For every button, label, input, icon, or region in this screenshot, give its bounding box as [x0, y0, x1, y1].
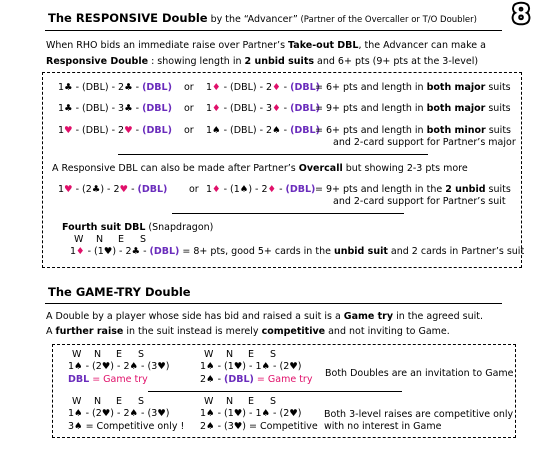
oc-b2: - (1♠) - 2	[220, 184, 268, 195]
row1-b3: -	[280, 82, 291, 93]
ex2-dbl: (DBL)	[224, 374, 254, 385]
row3-desc-c: suits	[485, 125, 511, 136]
section2-underline	[45, 303, 502, 304]
fourth-sequence	[70, 246, 524, 257]
row3-desc	[315, 125, 511, 136]
seat-n: N	[94, 349, 102, 360]
row1-or: or	[184, 82, 194, 93]
gt2-c: in the suit instead is merely	[123, 326, 262, 337]
seat-w: W	[74, 234, 84, 245]
diamond-icon: ♦	[267, 184, 277, 195]
fs-a: 1	[70, 246, 77, 257]
gt2-d: competitive	[261, 326, 326, 337]
intro2-b: : showing length in	[148, 56, 245, 67]
diamond-icon: ♦	[212, 184, 221, 195]
heart-icon: ♥	[64, 125, 73, 136]
seat-n: N	[94, 396, 102, 407]
diamond-icon: ♦	[212, 103, 221, 114]
intro1-c: , the Advancer can make a	[358, 40, 486, 51]
game-try-line-2	[46, 326, 450, 337]
raises-note-2: with no interest in Game	[324, 421, 442, 432]
seat-w: W	[72, 349, 82, 360]
row3-seq-b	[206, 125, 320, 136]
fs-desc-a: = 8+ pts, good 5+ cards in the	[179, 246, 334, 257]
fourth-note: (Snapdragon)	[145, 222, 214, 233]
row1-b1: 1	[206, 82, 213, 93]
row2-b3: -	[280, 103, 291, 114]
seat-w: W	[204, 349, 214, 360]
row2-dbl-b: (DBL)	[290, 103, 320, 114]
ex2-game-try: = Game try	[253, 374, 313, 385]
example-row-1	[58, 82, 172, 93]
gt2-e: and not inviting to Game.	[325, 326, 450, 337]
row3-a1c: -	[132, 125, 143, 136]
row3-b1: 1♠ - (DBL) - 2♠ -	[206, 125, 291, 136]
oc-dbl-a: (DBL)	[137, 184, 168, 195]
divider-2	[172, 213, 404, 214]
heart-icon: ♥	[124, 125, 133, 136]
divider-1	[118, 154, 428, 155]
row1-seq-b	[206, 82, 320, 93]
gt1-c: in the agreed suit.	[393, 311, 484, 322]
seat-s: S	[138, 349, 145, 360]
diamond-icon: ♦	[76, 246, 85, 257]
diamond-icon: ♦	[272, 103, 281, 114]
heart-icon: ♥	[64, 184, 73, 195]
heart-icon: ♥	[119, 184, 129, 195]
example-row-3	[58, 125, 172, 136]
row2-or: or	[184, 103, 194, 114]
ex1-game-try: = Game try	[89, 374, 148, 385]
responsive-double-title: The RESPONSIVE Double	[48, 11, 208, 25]
fs-dbl: (DBL)	[149, 246, 180, 257]
oc-dbl-b: (DBL)	[285, 184, 316, 195]
example-row-2	[58, 103, 172, 114]
seat-w: W	[72, 396, 82, 407]
row3-or: or	[184, 125, 194, 136]
seat-e: E	[116, 349, 123, 360]
oc-b3: -	[276, 184, 286, 195]
oc-desc-c: suits	[485, 184, 511, 195]
row1-desc	[315, 82, 511, 93]
oc-a2: - (2♣) - 2	[72, 184, 120, 195]
gt1-b: Game try	[343, 311, 394, 322]
divider-3	[148, 391, 402, 392]
oc-b: 1	[206, 184, 213, 195]
intro-line-2	[46, 56, 478, 67]
seat-s: S	[270, 349, 277, 360]
row3-desc-2: and 2-card support for Partner’s major	[333, 137, 516, 148]
seat-e: E	[248, 396, 255, 407]
seat-e: E	[118, 234, 125, 245]
seat-s: S	[140, 234, 147, 245]
diamond-icon: ♦	[272, 82, 281, 93]
seat-e: E	[248, 349, 255, 360]
row3-a1: 1	[58, 125, 65, 136]
row1-seq-a: 1♣ - (DBL) - 2♣ -	[58, 82, 143, 93]
intro2-unbid: 2 unbid suits	[244, 56, 315, 67]
ex3-result: 3♠ = Competitive only !	[68, 421, 185, 432]
fourth-title: Fourth suit DBL	[62, 222, 146, 233]
intro1-a: When RHO bids an immediate raise over Partner’s	[46, 40, 289, 51]
row1-b2: - (DBL) - 2	[220, 82, 273, 93]
game-try-title: The GAME-TRY Double	[48, 285, 191, 299]
row2-dbl-a: (DBL)	[142, 103, 172, 114]
fs-b: - (1♥) - 2♣ -	[84, 246, 150, 257]
section1-title	[48, 11, 477, 25]
intro-line-1	[46, 40, 486, 51]
ex2-a: 2♠ -	[200, 374, 225, 385]
subtitle-pre: by the	[210, 14, 244, 25]
overcall-desc	[315, 184, 511, 195]
seat-n: N	[226, 349, 234, 360]
subtitle-note: (Partner of the Overcaller or T/O Doubler)	[297, 15, 477, 25]
fourth-seats	[74, 234, 162, 245]
ex1-seats	[72, 349, 160, 360]
row1-dbl-a: (DBL)	[142, 82, 172, 93]
doubles-note: Both Doubles are an invitation to Game	[325, 368, 514, 379]
overcall-desc-2: and 2-card support for Partner’s suit	[333, 196, 506, 207]
row2-seq-b	[206, 103, 320, 114]
overcall-b: Overcall	[298, 163, 343, 174]
row2-b1: 1	[206, 103, 213, 114]
title-underline	[45, 30, 502, 31]
overcall-or: or	[189, 184, 199, 195]
ex3-seats	[72, 396, 160, 407]
fs-desc-b: unbid suit	[333, 246, 388, 257]
oc-desc-a: = 9+ pts and length in the	[315, 184, 446, 195]
ex2-result	[200, 374, 312, 385]
row1-desc-c: suits	[485, 82, 511, 93]
fourth-suit-title	[62, 222, 213, 233]
seat-n: N	[96, 234, 104, 245]
row1-desc-a: = 6+ pts and length in	[315, 82, 427, 93]
oc-a: 1	[58, 184, 65, 195]
oc-desc-b: 2 unbid	[445, 184, 486, 195]
ex4-seats	[204, 396, 292, 407]
row1-dbl-b: (DBL)	[290, 82, 320, 93]
row2-desc-c: suits	[485, 103, 511, 114]
row3-a1b: - (DBL) - 2	[72, 125, 125, 136]
overcall-c: but showing 2-3 pts more	[342, 163, 468, 174]
overcall-a: A Responsive DBL can also be made after Partner’s	[52, 163, 299, 174]
diamond-icon: ♦	[212, 82, 221, 93]
overcall-row-b	[206, 184, 315, 195]
gt2-b: further raise	[55, 326, 124, 337]
row2-desc-a: = 9+ pts and length in	[315, 103, 427, 114]
ex4-sequence: 1♠ - (1♥) - 1♠ - (2♥)	[200, 408, 302, 419]
row3-dbl-b: (DBL)	[290, 125, 320, 136]
row3-desc-a: = 6+ pts and length in	[315, 125, 427, 136]
gt1-a: A Double by a player whose side has bid and raised a suit is a	[46, 311, 344, 322]
row3-dbl-a: (DBL)	[142, 125, 172, 136]
ex3-sequence: 1♠ - (2♥) - 2♠ - (3♥)	[68, 408, 170, 419]
seat-w: W	[204, 396, 214, 407]
fs-desc-c: and 2 cards in Partner’s suit	[387, 246, 525, 257]
seat-n: N	[226, 396, 234, 407]
row2-seq-a: 1♣ - (DBL) - 3♣ -	[58, 103, 143, 114]
intro1-takeout: Take-out DBL	[288, 40, 359, 51]
row1-desc-b: both major	[426, 82, 486, 93]
game-try-line-1	[46, 311, 483, 322]
intro2-d: and 6+ pts (9+ pts at the 3-level)	[314, 56, 479, 67]
row2-desc	[315, 103, 511, 114]
ex1-sequence: 1♠ - (2♥) - 2♠ - (3♥)	[68, 361, 170, 372]
row3-desc-b: both minor	[426, 125, 486, 136]
row2-desc-b: both major	[426, 103, 486, 114]
ex2-seats	[204, 349, 292, 360]
gt2-a: A	[46, 326, 56, 337]
intro2-responsive: Responsive Double	[46, 56, 149, 67]
ex1-dbl: DBL	[68, 374, 90, 385]
seat-e: E	[116, 396, 123, 407]
raises-note-1: Both 3-level raises are competitive only	[324, 409, 514, 420]
seat-s: S	[270, 396, 277, 407]
row2-b2: - (DBL) - 3	[220, 103, 273, 114]
advancer-label: “Advancer”	[243, 14, 298, 25]
ex2-sequence: 1♠ - (1♥) - 1♠ - (2♥)	[200, 361, 302, 372]
overcall-line	[52, 163, 468, 174]
ex1-result	[68, 374, 148, 385]
overcall-row-a	[58, 184, 167, 195]
ex4-result: 2♠ - (3♥) = Competitive	[200, 421, 318, 432]
oc-a3: -	[128, 184, 138, 195]
seat-s: S	[138, 396, 145, 407]
page-number: 8	[511, 0, 531, 30]
